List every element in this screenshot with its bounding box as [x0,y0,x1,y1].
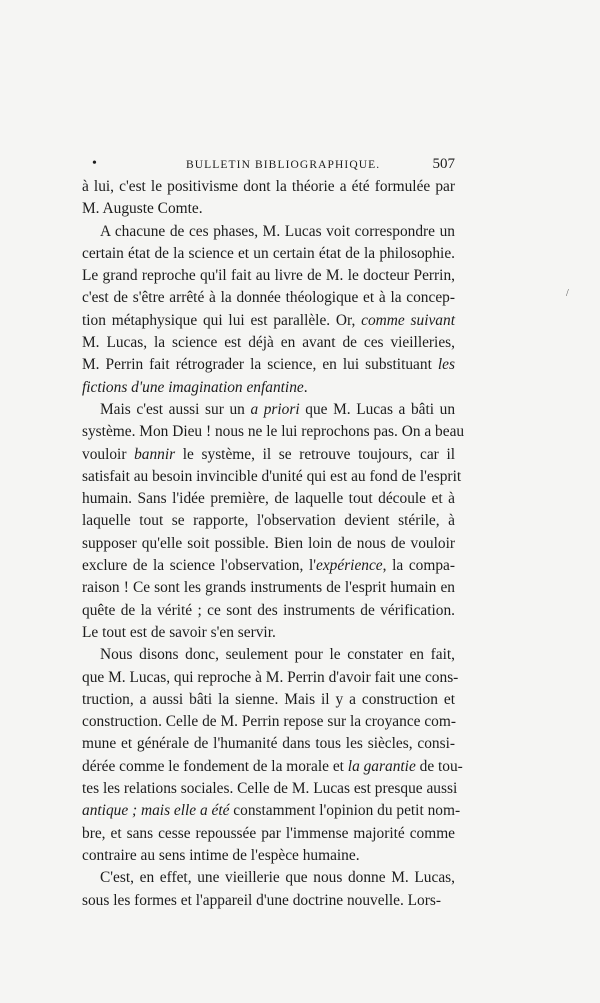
paragraph [82,176,455,221]
text-line: bre, et sans cesse repoussée par l'immense majorité comme [82,824,455,842]
text-line: dérée comme le fondement de la morale et la garantie de tou- [82,757,463,775]
text-line: M. Lucas, la science est déjà en avant de ces vieilleries, [82,334,455,352]
text-line: fictions d'une imagination enfantine. [82,378,308,396]
text-line: A chacune de ces phases, M. Lucas voit correspondre un [100,222,455,240]
text-line: raison ! Ce sont les grands instruments de l'esprit humain en [82,579,455,597]
text-line: tes les relations sociales. Celle de M. Lucas est presque aussi [82,780,458,798]
header-marker: • [92,156,97,171]
body-text [82,176,465,912]
text-line: truction, a aussi bâti la sienne. Mais il y a construction et [82,690,455,708]
paragraph [82,644,463,867]
text-line: construction. Celle de M. Perrin repose sur la croyance com- [82,713,456,731]
text-line: M. Auguste Comte. [82,200,203,218]
text-line: exclure de la science l'observation, l'expérience, la compa- [82,557,455,575]
text-line: Nous disons donc, seulement pour le constater en fait, [100,646,455,664]
running-title: BULLETIN BIBLIOGRAPHIQUE. [186,159,381,171]
text-line: vouloir bannir le système, il se retrouve toujours, car il [82,445,455,463]
text-line: c'est de s'être arrêté à la donnée théologique et à la concep- [82,289,455,307]
text-line: certain état de la science et un certain état de la philosophie. [82,244,455,262]
text-line: supposer qu'elle soit possible. Bien loin de nous de vouloir [82,534,455,552]
paragraph [82,399,465,644]
paragraph [82,867,455,912]
text-line: M. Perrin fait rétrograder la science, en lui substituant les [82,356,455,374]
text-line: que M. Lucas, qui reproche à M. Perrin d'avoir fait une cons- [82,668,459,686]
text-line: humain. Sans l'idée première, de laquelle tout découle et à [82,490,455,508]
text-line: sous les formes et l'appareil d'une doctrine nouvelle. Lors- [82,891,441,909]
text-line: Le tout est de savoir s'en servir. [82,623,276,641]
page-header [82,158,455,178]
margin-mark: / [566,288,569,299]
text-line: Mais c'est aussi sur un a priori que M. Lucas a bâti un [100,400,456,418]
text-line: satisfait au besoin invincible d'unité qui est au fond de l'esprit [82,467,462,485]
text-line: système. Mon Dieu ! nous ne le lui reprochons pas. On a beau [82,423,465,441]
text-line: quête de la vérité ; ce sont des instruments de vérification. [82,601,455,619]
text-line: à lui, c'est le positivisme dont la théorie a été formulée par [82,178,455,195]
text-line: tion métaphysique qui lui est parallèle. Or, comme suivant [82,311,455,329]
page-number: 507 [432,156,455,172]
paragraph [82,221,455,399]
text-line: C'est, en effet, une vieillerie que nous donne M. Lucas, [100,869,455,887]
text-line: Le grand reproche qu'il fait au livre de M. le docteur Perrin, [82,267,455,285]
text-line: contraire au sens intime de l'espèce humaine. [82,846,360,864]
text-line: laquelle tout se rapporte, l'observation devient stérile, à [82,512,455,530]
text-line: mune et générale de l'humanité dans tous les siècles, consi- [82,735,455,753]
text-line: antique ; mais elle a été constamment l'opinion du petit nom- [82,802,461,820]
